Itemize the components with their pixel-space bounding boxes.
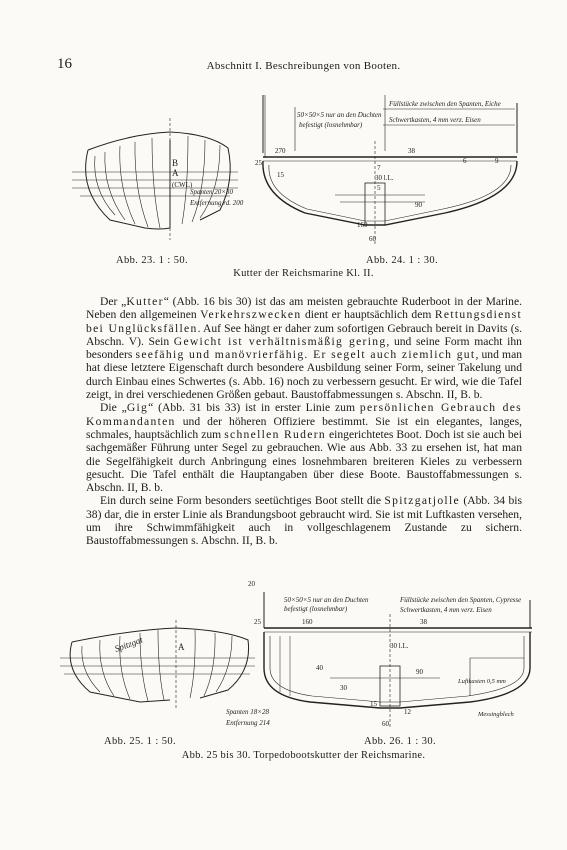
dim-15-b: 15 bbox=[370, 700, 377, 708]
dim-160: 160 bbox=[357, 221, 368, 229]
label-B: B bbox=[172, 158, 179, 168]
dim-25: 25 bbox=[255, 159, 262, 167]
figure-bottom-caption: Abb. 25 bis 30. Torpedobootskutter der Reichsmarine. bbox=[181, 750, 426, 761]
annotation-duchten: 50×50×5 nur an den Duchten bbox=[297, 111, 382, 119]
paragraph-spitzgatjolle: Ein durch seine Form besonders seetüchtiges Boot stellt die Spitzgatjolle (Abb. 34 bis 38) dar, die in erster Linie als Brandungsboot gebraucht wird. Sie ist mit Luftkasten versehen, um ihre Schwimmfähigkeit auch in vollgeschlagenem Zustande zu sichern. Baustoffabmessungen s. Abschn. II, B. b. bbox=[86, 494, 522, 548]
annotation-schwertkasten-b: Schwertkasten, 4 mm verz. Eisen bbox=[400, 606, 492, 614]
dim-12: 12 bbox=[404, 708, 411, 716]
dim-90: 90 bbox=[415, 201, 422, 209]
dim-60-b: 60 bbox=[382, 720, 389, 728]
annotation-entfernung: Entfernung rd. 200 bbox=[190, 199, 244, 207]
figure-25-spanten-note bbox=[226, 705, 286, 735]
label-A: A bbox=[172, 168, 179, 178]
figure-23-hull-body-plan bbox=[70, 100, 240, 250]
label-30ll: 30 l.L. bbox=[375, 174, 394, 182]
body-text bbox=[86, 295, 522, 548]
dim-60: 60 bbox=[369, 235, 376, 243]
dim-160-b: 160 bbox=[302, 618, 313, 626]
figure-top-caption: Kutter der Reichsmarine Kl. II. bbox=[233, 268, 374, 279]
paragraph-kutter: Der „Kutter“ (Abb. 16 bis 30) ist das am meisten gebrauchte Ruderboot in der Marine. Neben den allgemeinen Verkehrszwecken dient er hauptsächlich dem Rettungsdienst bei Unglücksfällen. Auf See hängt er daher zum sofortigen Gebrauch bereit in Davits (s. Abschn. V). Sein Gewicht ist verhältnismäßig gering, und seine Form macht ihn besonders seefähig und manövrierfähig. Er segelt auch ziemlich gut, und man hat diese letztere Eigenschaft durch besondere Ausbildung seiner Form, seiner Takelung und durch Einbau eines Schwertes (s. Abb. 16) noch zu verbessern gesucht. Er wird, wie die Tafel zeigt, in drei verschiedenen Größen gebaut. Baustoffabmessungen s. Abschn. II, B. b. bbox=[86, 295, 523, 402]
label-30ll-b: 30 l.L. bbox=[390, 642, 409, 650]
annotation-luftkasten: Luftkasten 0,5 mm bbox=[458, 678, 506, 685]
figure-23-label: Abb. 23. 1 : 50. bbox=[116, 255, 189, 266]
label-A-bottom: A bbox=[178, 642, 185, 652]
annotation-duchten-b2: befestigt (losnehmbar) bbox=[284, 605, 348, 613]
dim-38-b: 38 bbox=[420, 618, 427, 626]
annotation-messingblech: Messingblech bbox=[478, 711, 514, 718]
annotation-duchten-2: befestigt (losnehmbar) bbox=[299, 121, 363, 129]
dim-40: 40 bbox=[316, 664, 323, 672]
dim-5: 5 bbox=[377, 184, 381, 192]
dim-7: 7 bbox=[377, 164, 381, 172]
figure-24-cross-section bbox=[225, 85, 525, 245]
page-number: 16 bbox=[57, 56, 72, 72]
paragraph-gig: Die „Gig“ (Abb. 31 bis 33) ist in erster Linie zum persönlichen Gebrauch des Kommandanten und der höheren Offiziere bestimmt. Sie ist ein elegantes, langes, schmales, hauptsächlich zum schnellen Rudern eingerichtetes Boot. Doch ist sie auch bei sachgemäßer Führung unter Segel zu gebrauchen. Wie aus Abb. 33 zu ersehen ist, hat man die Segelfähigkeit durch Anbringung eines losnehmbaren breiteren Kieles zu verbessern gesucht. Die Tafel enthält die Hauptangaben über diese Boote. Baustoffabmessungen s. Abschn. II, B. b. bbox=[86, 401, 522, 495]
annotation-entfernung-b: Entfernung 214 bbox=[226, 719, 270, 727]
dim-90-b: 90 bbox=[416, 668, 423, 676]
running-title: Abschnitt I. Beschreibungen von Booten. bbox=[206, 60, 401, 72]
annotation-spanten-b: Spanten 18×28 bbox=[226, 708, 270, 716]
dim-15: 15 bbox=[277, 171, 284, 179]
figure-26-label: Abb. 26. 1 : 30. bbox=[364, 736, 437, 747]
label-spitzgat: Spitzgat bbox=[113, 634, 144, 654]
annotation-spanten: Spanten 20×30 bbox=[190, 188, 234, 196]
dim-6: 6 bbox=[463, 157, 467, 165]
figure-25-hull-body-plan bbox=[60, 600, 255, 720]
annotation-fuellstuecke-b: Füllstücke zwischen den Spanten, Cypresse bbox=[400, 596, 522, 604]
dim-30: 30 bbox=[340, 684, 347, 692]
annotation-schwertkasten: Schwertkasten, 4 mm verz. Eisen bbox=[389, 116, 481, 124]
figure-24-label: Abb. 24. 1 : 30. bbox=[366, 255, 439, 266]
dim-20: 20 bbox=[248, 580, 255, 588]
annotation-duchten-b: 50×50×5 nur an den Duchten bbox=[284, 596, 369, 604]
dim-9: 9 bbox=[495, 157, 499, 165]
figure-25-label: Abb. 25. 1 : 50. bbox=[104, 736, 177, 747]
dim-270: 270 bbox=[275, 147, 286, 155]
dim-25-b: 25 bbox=[254, 618, 261, 626]
figure-23-spanten-note bbox=[190, 185, 250, 215]
dim-38: 38 bbox=[408, 147, 415, 155]
label-cwl: (CWL) bbox=[172, 181, 193, 189]
annotation-fuellstuecke: Füllstücke zwischen den Spanten, Eiche bbox=[389, 100, 501, 108]
